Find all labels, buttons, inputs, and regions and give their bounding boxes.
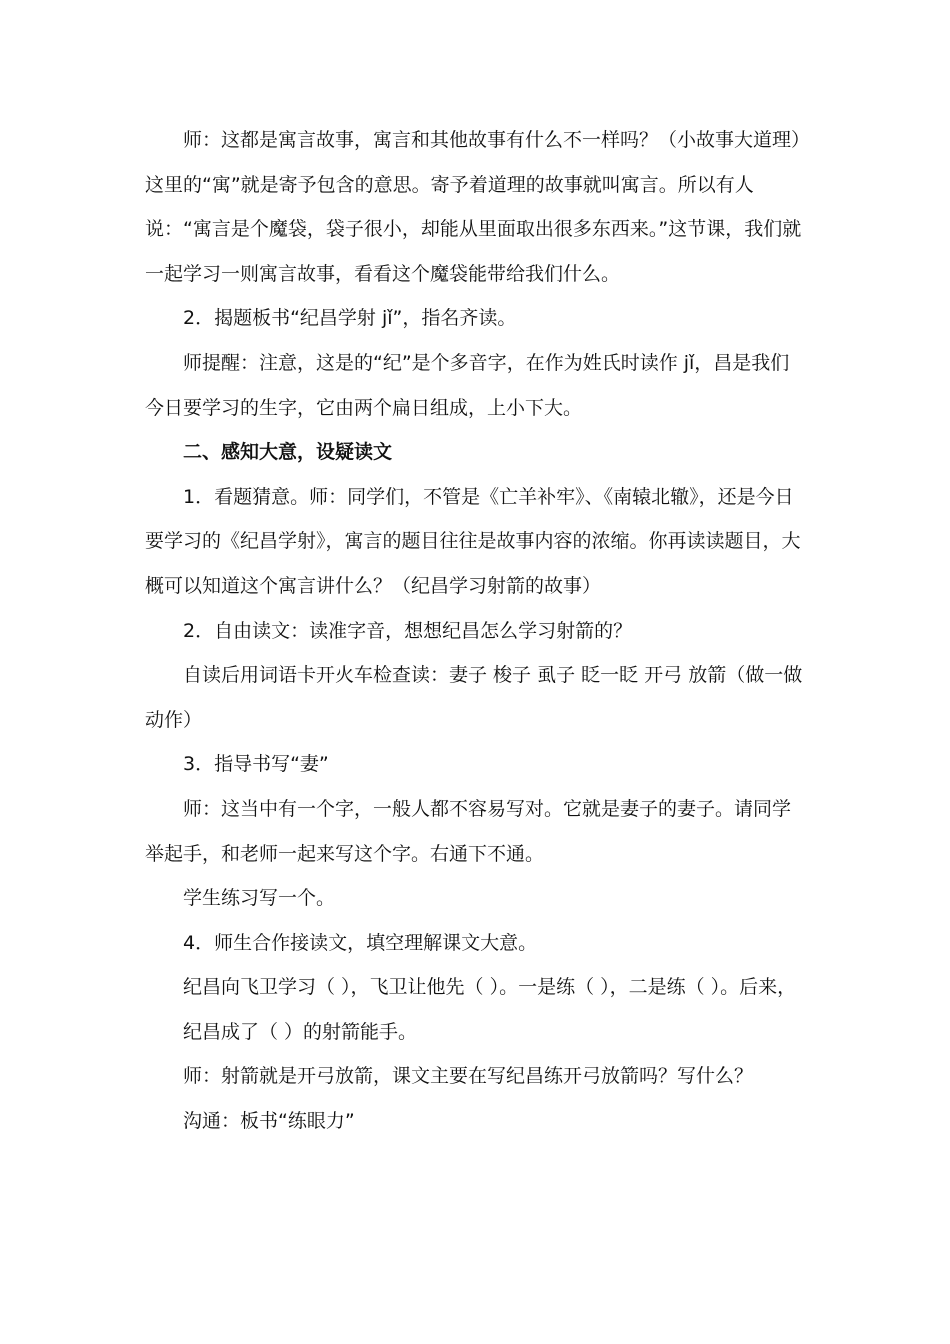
paragraph-cooperative-reading: 4．师生合作接读文，填空理解课文大意。 xyxy=(183,931,538,954)
paragraph-teacher-writing: 师：这当中有一个字，一般人都不容易写对。它就是妻子的妻子。请同学举起手，和老师一起来写这个字。右通下不通。 xyxy=(145,797,792,865)
paragraph-reveal-title: 2．揭题板书“纪昌学射 jǐ”，指名齐读。 xyxy=(183,307,517,330)
paragraph-fill-blanks-end: 纪昌成了（ ）的射箭能手。 xyxy=(183,1020,418,1043)
section-heading: 二、感知大意，设疑读文 xyxy=(183,441,393,464)
paragraph-guess-title: 1．看题猜意。师：同学们，不管是《亡羊补牢》、《南辕北辙》，还是今日要学习的《纪昌学射》，寓言的题目往往是故事内容的浓缩。你再读读题目，大概可以知道这个寓言讲什么？（纪昌学习射箭的故事） xyxy=(145,485,801,597)
paragraph-teacher-reminder: 师提醒：注意，这是的“纪”是个多音字，在作为姓氏时读作 jǐ，昌是我们今日要学习的生字，它由两个扁日组成，上小下大。 xyxy=(145,351,790,419)
paragraph-board-note: 沟通：板书“练眼力” xyxy=(183,1110,355,1133)
paragraph-word-cards: 自读后用词语卡开火车检查读：妻子 梭子 虱子 眨一眨 开弓 放箭（做一做动作） xyxy=(145,664,803,731)
paragraph-fill-blanks: 纪昌向飞卫学习（ ），飞卫让他先（ ）。一是练（ ），二是练（ ）。后来， xyxy=(183,976,797,999)
paragraph-free-reading: 2．自由读文：读准字音，想想纪昌怎么学习射箭的？ xyxy=(183,619,633,642)
paragraph-intro-fable: 师：这都是寓言故事，寓言和其他故事有什么不一样吗？（小故事大道理）这里的“寓”就是寄予包含的意思。寄予着道理的故事就叫寓言。所以有人说：“寓言是个魔袋，袋子很小，却能从里面取出很多东西来。”这节课，我们就一起学习一则寓言故事，看看这个魔袋能带给我们什么。 xyxy=(145,129,802,285)
paragraph-writing-guide: 3．指导书写“妻” xyxy=(183,753,329,776)
paragraph-teacher-question: 师：射箭就是开弓放箭，课文主要在写纪昌练开弓放箭吗？写什么？ xyxy=(183,1065,754,1088)
document-body xyxy=(145,118,807,1144)
paragraph-student-practice: 学生练习写一个。 xyxy=(183,887,336,910)
